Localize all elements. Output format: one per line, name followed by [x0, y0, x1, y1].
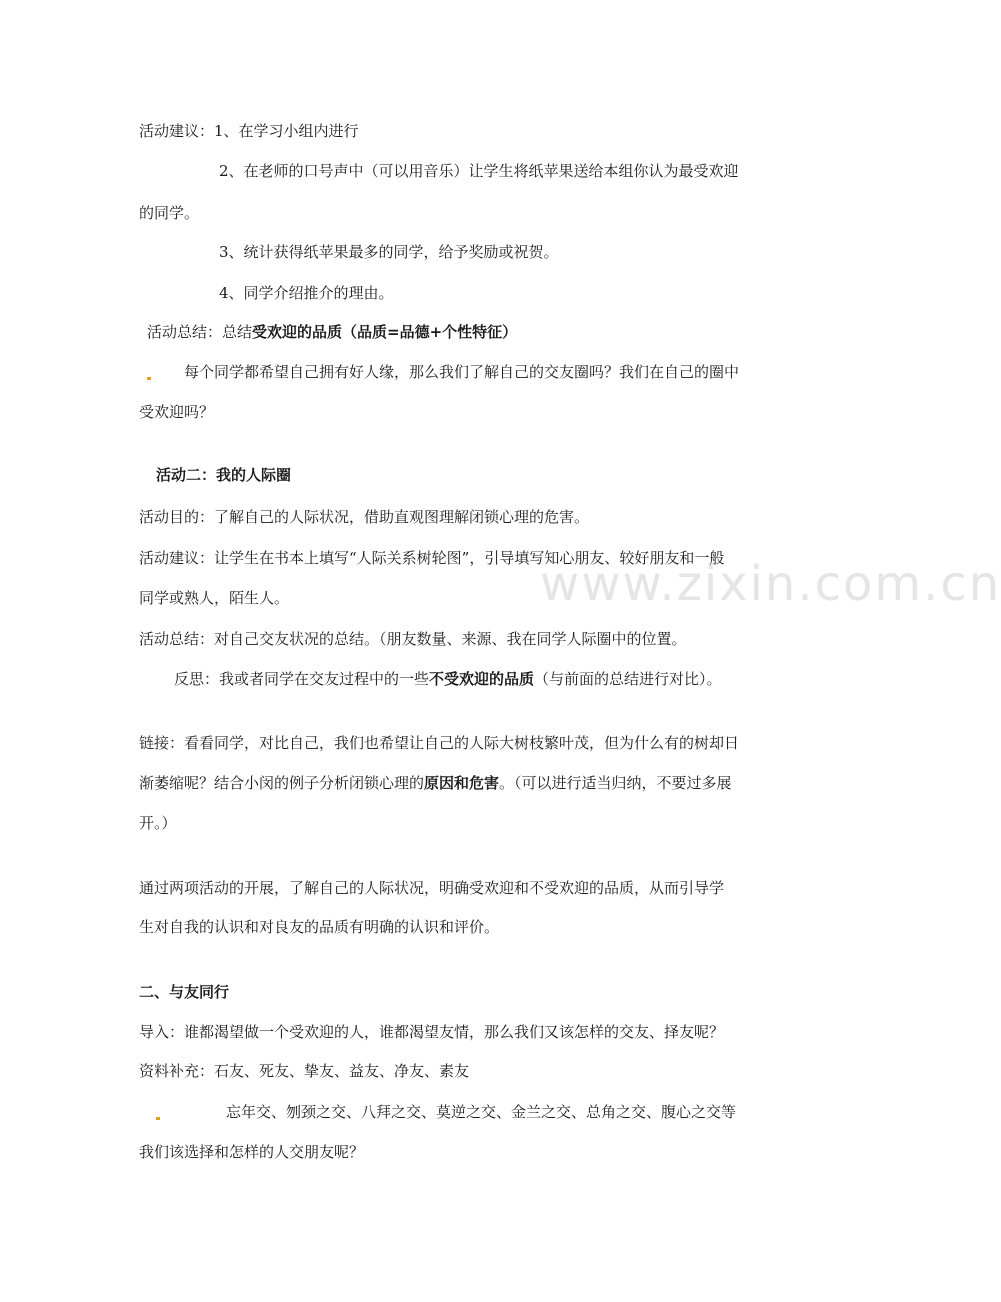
text-line: 同学或熟人，陌生人。 — [139, 589, 290, 607]
text-line: 通过两项活动的开展，了解自己的人际状况，明确受欢迎和不受欢迎的品质，从而引导学 — [139, 879, 725, 897]
link-note: 。（可以进行适当归纳，不要过多展 — [499, 774, 732, 792]
reflection-label: 反思：我或者同学在交友过程中的一些 — [174, 670, 430, 688]
section-heading: 二、与友同行 — [139, 983, 230, 1001]
text-line: 开。） — [139, 814, 177, 832]
summary-label: 活动总结：总结 — [147, 323, 253, 341]
text-line: 忘年交、刎颈之交、八拜之交、莫逆之交、金兰之交、总角之交、腹心之交等 — [226, 1103, 737, 1121]
link-text: 渐萎缩呢？结合小闵的例子分析闭锁心理的 — [139, 774, 425, 792]
text-line: 生对自我的认识和对良友的品质有明确的认识和评价。 — [139, 918, 500, 936]
text-line: 的同学。 — [139, 204, 200, 222]
text-line: 我们该选择和怎样的人交朋友呢？ — [139, 1143, 365, 1161]
text-line — [174, 669, 722, 689]
text-line: 4、同学介绍推介的理由。 — [219, 284, 394, 302]
text-line: 每个同学都希望自己拥有好人缘，那么我们了解自己的交友圈吗？我们在自己的圈中 — [184, 363, 740, 381]
text-line: 2、在老师的口号声中（可以用音乐）让学生将纸苹果送给本组你认为最受欢迎 — [219, 162, 739, 180]
text-line: 活动总结：对自己交友状况的总结。（朋友数量、来源、我在同学人际圈中的位置。 — [139, 630, 687, 648]
text-line: 3、统计获得纸苹果最多的同学，给予奖励或祝贺。 — [219, 243, 559, 261]
text-line: 活动目的：了解自己的人际状况，借助直观图理解闭锁心理的危害。 — [139, 508, 590, 526]
text-line: 活动建议：让学生在书本上填写“人际关系树轮图”，引导填写知心朋友、较好朋友和一般 — [139, 549, 725, 567]
bullet-dot — [147, 377, 151, 380]
watermark: www.zixin.com.cn — [540, 556, 1001, 612]
link-bold: 原因和危害 — [424, 774, 500, 792]
section-heading: 活动二：我的人际圈 — [156, 466, 292, 484]
text-line — [147, 322, 517, 342]
text-line: 活动建议：1、在学习小组内进行 — [139, 122, 359, 140]
reflection-note: （与前面的总结进行对比）。 — [534, 670, 722, 688]
text-line: 资料补充：石友、死友、挚友、益友、净友、素友 — [139, 1062, 470, 1080]
text-line: 受欢迎吗？ — [139, 403, 215, 421]
text-line: 链接：看看同学，对比自己，我们也希望让自己的人际大树枝繁叶茂，但为什么有的树却日 — [139, 734, 740, 752]
bullet-dot — [156, 1117, 160, 1120]
text-line — [139, 773, 732, 793]
summary-bold: 受欢迎的品质（品质=品德+个性特征） — [252, 323, 518, 341]
reflection-bold: 不受欢迎的品质 — [429, 670, 535, 688]
text-line: 导入：谁都渴望做一个受欢迎的人，谁都渴望友情，那么我们又该怎样的交友、择友呢？ — [139, 1023, 725, 1041]
